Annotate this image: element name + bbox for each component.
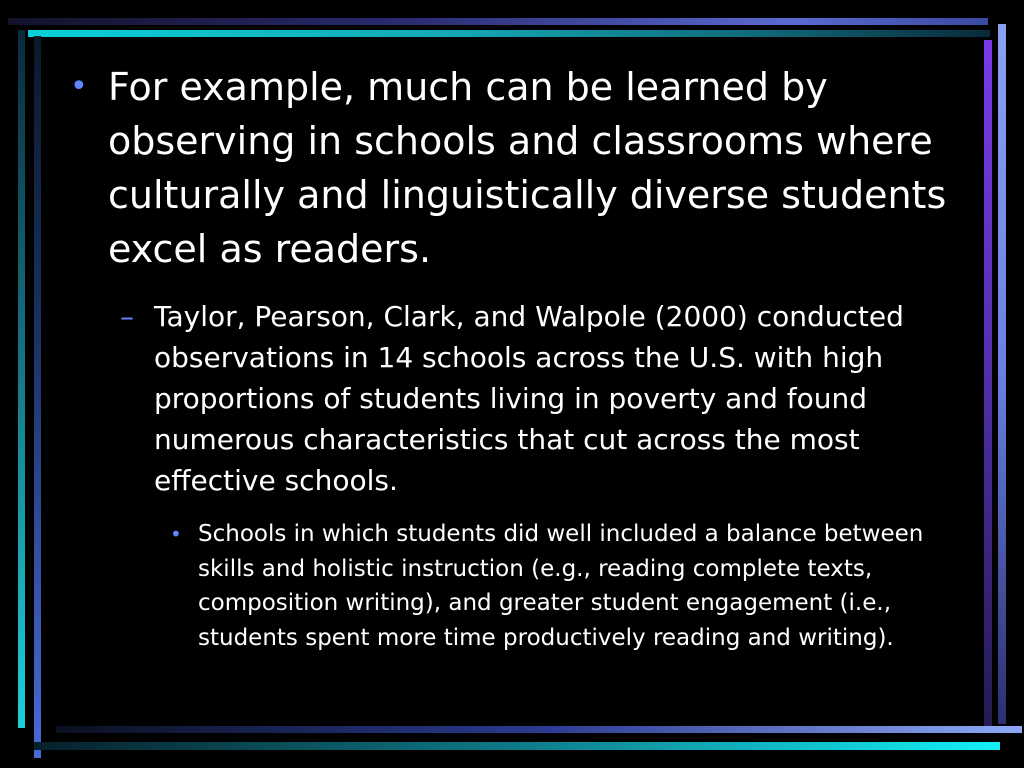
bullet-level-3 [168,517,928,655]
bullet-text: Taylor, Pearson, Clark, and Walpole (2000) conducted observations in 14 schools across the U.S. with high proportions of students living in poverty and found numerous characteristics that cut across the most effective schools. [154,300,904,497]
decorative-bar-left-cyan [18,30,25,728]
bullet-text: Schools in which students did well included a balance between skills and holistic instruction (e.g., reading complete texts, composition writing), and greater student engagement (i.e., students spent more time productively reading and writing). [198,521,924,651]
decorative-bar-right-blue [998,24,1006,724]
decorative-bar-top-blue [8,18,988,25]
bullet-text: For example, much can be learned by observing in schools and classrooms where culturally and linguistically diverse students excel as readers. [108,65,947,271]
bullet-dot-icon: • [70,69,88,104]
bullet-level-1 [68,60,968,276]
dash-bullet-icon: – [120,300,134,333]
decorative-bar-top-cyan [28,30,990,37]
decorative-bar-right-violet [984,40,992,730]
decorative-bar-bottom-blue [56,726,1022,733]
slide-content [68,60,968,655]
bullet-level-2 [120,296,968,501]
bullet-dot-icon: • [170,522,182,546]
decorative-bar-left-blue [34,36,41,758]
decorative-bar-bottom-cyan [34,742,1000,750]
